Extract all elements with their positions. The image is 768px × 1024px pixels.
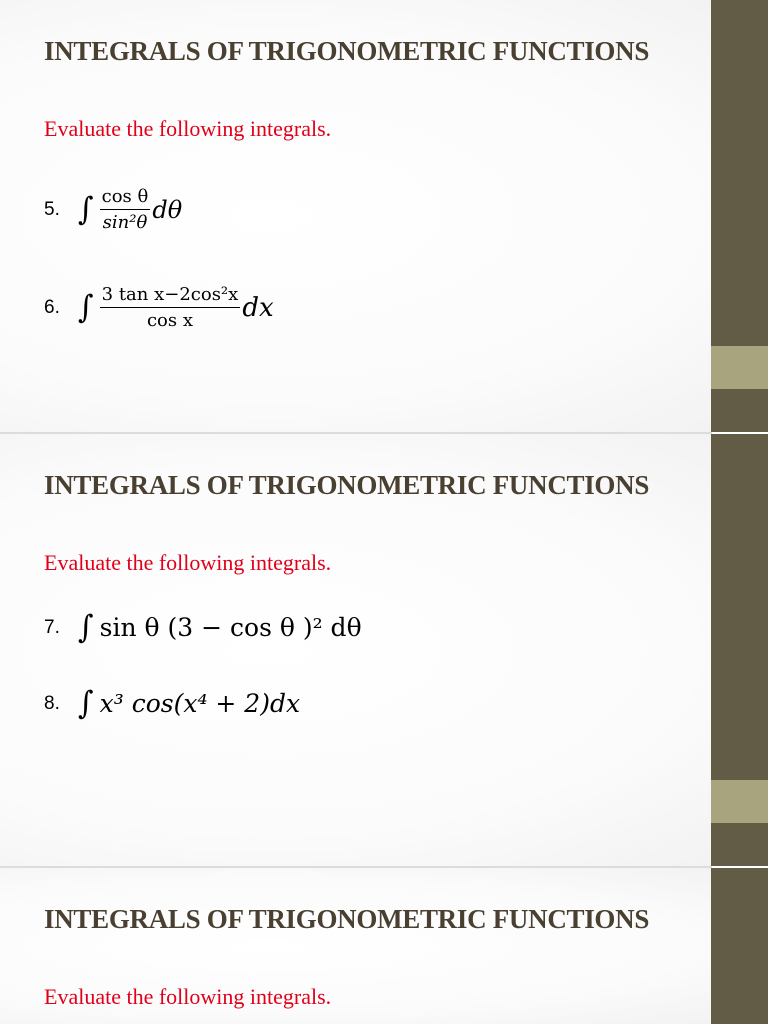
slide-sidebar <box>711 434 768 866</box>
numerator: 3 tan x−2cos²x <box>100 284 241 308</box>
integral-sign: ∫ <box>78 289 94 326</box>
slide-subtitle: Evaluate the following integrals. <box>44 550 332 575</box>
numerator: cos θ <box>100 186 151 210</box>
slide-sidebar <box>711 868 768 1024</box>
problem-number: 6. <box>44 296 60 318</box>
slide-2 <box>0 434 768 866</box>
slide-1 <box>0 0 768 432</box>
problem-5 <box>44 186 182 233</box>
slide-subtitle: Evaluate the following integrals. <box>44 984 332 1009</box>
slide-subtitle: Evaluate the following integrals. <box>44 116 332 141</box>
slide-title: INTEGRALS OF TRIGONOMETRIC FUNCTIONS <box>44 904 650 934</box>
problem-7 <box>44 610 362 645</box>
slide-title: INTEGRALS OF TRIGONOMETRIC FUNCTIONS <box>44 470 650 500</box>
integral-sign: ∫ <box>78 609 94 646</box>
slide-3 <box>0 868 768 1024</box>
slide-sidebar <box>711 0 768 432</box>
integrand-expression: x³ cos(x⁴ + 2)dx <box>99 689 301 718</box>
fraction <box>100 284 241 331</box>
problem-6 <box>44 284 274 331</box>
fraction <box>100 186 151 233</box>
denominator: sin²θ <box>102 212 148 233</box>
problem-number: 5. <box>44 198 60 220</box>
sidebar-accent <box>711 346 768 389</box>
integral-sign: ∫ <box>78 191 94 228</box>
integrand-expression: sin θ (3 − cos θ )² dθ <box>99 613 362 642</box>
problem-number: 8. <box>44 692 60 714</box>
problem-8 <box>44 686 300 721</box>
problem-number: 7. <box>44 616 60 638</box>
integral-sign: ∫ <box>78 685 94 722</box>
sidebar-accent <box>711 780 768 823</box>
differential: dθ <box>152 195 183 224</box>
slide-title: INTEGRALS OF TRIGONOMETRIC FUNCTIONS <box>44 36 650 66</box>
differential: dx <box>242 292 274 323</box>
denominator: cos x <box>146 310 193 331</box>
